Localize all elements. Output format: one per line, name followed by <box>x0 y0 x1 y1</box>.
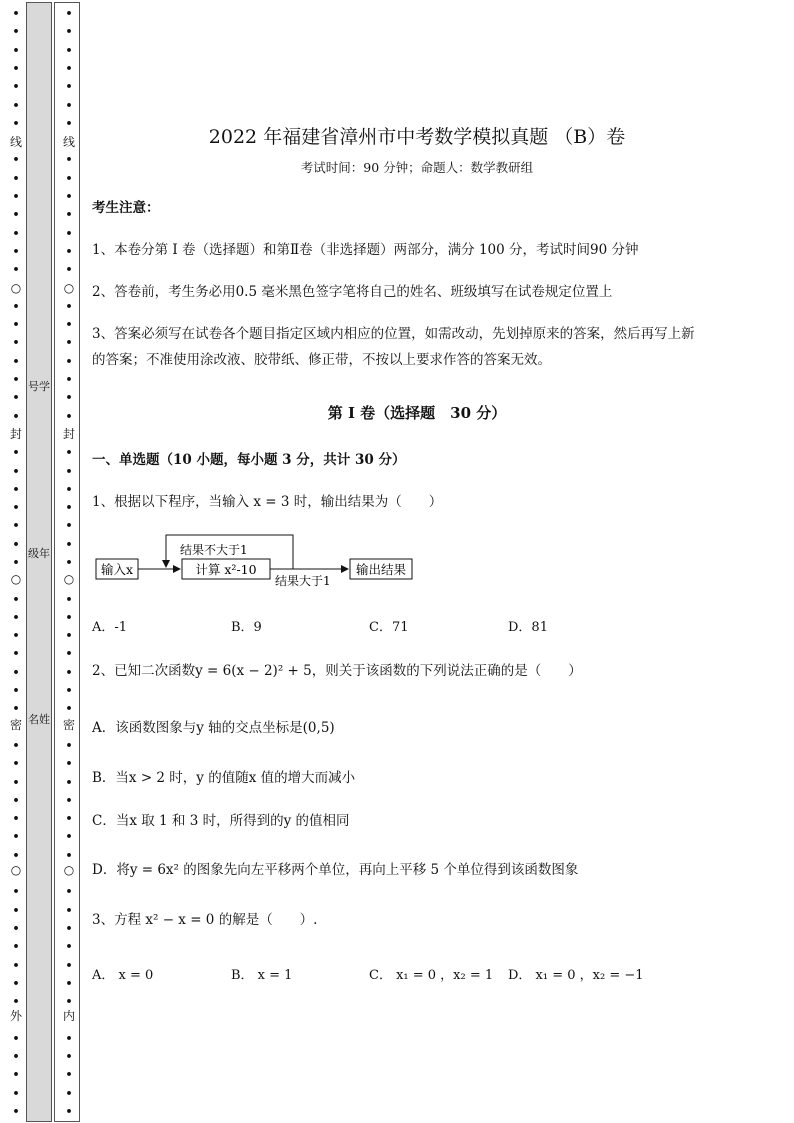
margin-dot: • <box>12 647 20 660</box>
margin-dot: • <box>12 410 20 423</box>
q3-option-c: C． x₁ = 0 ，x₂ = 1 <box>369 968 494 983</box>
margin-dot: • <box>12 1068 20 1081</box>
notice-heading: 考生注意： <box>92 200 160 216</box>
margin-dot: • <box>65 593 73 606</box>
margin-dot: • <box>12 263 20 276</box>
margin-dot: • <box>12 44 20 57</box>
margin-dot: • <box>65 1087 73 1100</box>
name-label: 名姓 <box>28 713 50 726</box>
q3-option-b: B． x = 1 <box>231 968 293 983</box>
margin-dot: • <box>65 153 73 166</box>
margin-dot: • <box>12 25 20 38</box>
section-title: 第 I 卷（选择题 30 分） <box>327 404 507 422</box>
margin-seal-char: 密 <box>62 718 75 732</box>
q3-option-d: D． x₁ = 0 ，x₂ = −1 <box>508 968 644 983</box>
margin-dot: • <box>12 977 20 990</box>
q1-option-d: D．81 <box>508 620 548 635</box>
margin-dot: • <box>65 1032 73 1045</box>
margin-dot: • <box>65 190 73 203</box>
margin-dot: • <box>12 538 20 551</box>
exam-info: 考试时间：90 分钟；命题人：数学教研组 <box>300 160 534 175</box>
margin-dot: • <box>12 355 20 368</box>
margin-dot: • <box>12 519 20 532</box>
margin-dot: • <box>12 483 20 496</box>
margin-dot: • <box>12 611 20 624</box>
margin-dot: • <box>65 355 73 368</box>
margin-dot: • <box>12 922 20 935</box>
margin-dot: • <box>65 501 73 514</box>
margin-dot: • <box>65 776 73 789</box>
margin-dot: • <box>65 7 73 20</box>
flow-compute-text: 计算 x²-10 <box>195 562 257 577</box>
margin-dot: • <box>12 227 20 240</box>
margin-dot: • <box>65 702 73 715</box>
margin-dot: • <box>65 99 73 112</box>
margin-dot: • <box>12 666 20 679</box>
margin-dot: • <box>12 885 20 898</box>
margin-dot: • <box>65 117 73 130</box>
margin-seal-char: 内 <box>62 1009 75 1023</box>
margin-dot: • <box>12 940 20 953</box>
margin-dot: • <box>65 849 73 862</box>
margin-dot: • <box>65 391 73 404</box>
margin-dot: • <box>12 1050 20 1063</box>
margin-dot: • <box>65 794 73 807</box>
q3-option-a: A． x = 0 <box>92 968 154 983</box>
margin-dot: • <box>65 1068 73 1081</box>
margin-dot: • <box>65 940 73 953</box>
margin-dot: • <box>65 300 73 313</box>
margin-dot: • <box>65 208 73 221</box>
margin-dot: • <box>65 245 73 258</box>
flow-input-text: 输入x <box>100 562 134 577</box>
margin-dot: • <box>65 62 73 75</box>
margin-dot: • <box>12 99 20 112</box>
margin-dot: • <box>12 153 20 166</box>
margin-dot: • <box>12 300 20 313</box>
margin-dot: • <box>12 995 20 1008</box>
q2-option-a: A．该函数图象与y 轴的交点坐标是(0,5) <box>92 720 335 736</box>
question-2-stem: 2、已知二次函数y = 6(x − 2)² + 5，则关于该函数的下列说法正确的是（ ） <box>92 663 582 679</box>
margin-dot: • <box>12 465 20 478</box>
margin-dot: • <box>12 80 20 93</box>
margin-dot: • <box>65 44 73 57</box>
margin-dot: • <box>65 465 73 478</box>
margin-dot: • <box>65 684 73 697</box>
q2-option-d: D．将y = 6x² 的图象先向左平移两个单位，再向上平移 5 个单位得到该函数图象 <box>92 862 579 878</box>
margin-dot: • <box>65 556 73 569</box>
margin-dot: • <box>65 647 73 660</box>
margin-dot: • <box>12 1105 20 1118</box>
margin-dot: • <box>65 172 73 185</box>
margin-seal-char: 封 <box>9 427 22 441</box>
q1-option-a: A．-1 <box>92 620 128 635</box>
margin-dot: • <box>12 556 20 569</box>
margin-dot: • <box>12 959 20 972</box>
margin-dot: • <box>65 1105 73 1118</box>
margin-dot: • <box>65 410 73 423</box>
margin-dot: • <box>12 7 20 20</box>
margin-dot: • <box>12 684 20 697</box>
margin-dot: • <box>12 757 20 770</box>
margin-dot: • <box>65 80 73 93</box>
margin-dot: • <box>65 977 73 990</box>
q2-option-c: C．当x 取 1 和 3 时，所得到的y 的值相同 <box>92 813 350 829</box>
margin-dot: • <box>12 593 20 606</box>
margin-dot: • <box>65 538 73 551</box>
margin-dot: • <box>12 373 20 386</box>
margin-dot: • <box>12 739 20 752</box>
margin-dot: • <box>65 446 73 459</box>
margin-dot: • <box>65 336 73 349</box>
margin-dot: • <box>12 117 20 130</box>
grade-label: 级年 <box>28 547 50 560</box>
margin-dot: • <box>12 446 20 459</box>
margin-dot: • <box>12 702 20 715</box>
notice-item-1: 1、本卷分第 I 卷（选择题）和第Ⅱ卷（非选择题）两部分，满分 100 分，考试时间90 分钟 <box>92 242 639 258</box>
margin-dot: • <box>65 812 73 825</box>
margin-dot: • <box>65 922 73 935</box>
margin-dot: • <box>12 336 20 349</box>
q1-option-b: B．9 <box>231 620 262 635</box>
margin-dot: • <box>12 245 20 258</box>
margin-dot: • <box>65 904 73 917</box>
page-title: 2022 年福建省漳州市中考数学模拟真题 （B）卷 <box>208 126 626 148</box>
margin-circle: ○ <box>63 572 75 586</box>
margin-dot: • <box>12 318 20 331</box>
margin-dot: • <box>12 629 20 642</box>
margin-dot: • <box>12 172 20 185</box>
margin-dot: • <box>65 830 73 843</box>
margin-circle: ○ <box>63 281 75 295</box>
flow-exit-label: 结果大于1 <box>275 574 331 588</box>
question-1-stem: 1、根据以下程序，当输入 x = 3 时，输出结果为（ ） <box>92 494 443 510</box>
margin-dot: • <box>12 776 20 789</box>
margin-dot: • <box>65 611 73 624</box>
margin-dot: • <box>65 1050 73 1063</box>
margin-dot: • <box>65 373 73 386</box>
margin-dot: • <box>12 190 20 203</box>
flowchart <box>92 530 422 590</box>
margin-dot: • <box>65 757 73 770</box>
margin-dot: • <box>12 849 20 862</box>
part-title: 一、单选题（10 小题，每小题 3 分，共计 30 分） <box>92 452 406 468</box>
margin-dot: • <box>12 812 20 825</box>
margin-circle: ○ <box>10 281 22 295</box>
margin-dot: • <box>65 227 73 240</box>
margin-dot: • <box>65 263 73 276</box>
margin-dot: • <box>65 885 73 898</box>
margin-dot: • <box>12 794 20 807</box>
notice-item-2: 2、答卷前，考生务必用0.5 毫米黑色签字笔将自己的姓名、班级填写在试卷规定位置上 <box>92 284 613 300</box>
student-number-label: 号学 <box>28 380 50 393</box>
margin-circle: ○ <box>63 863 75 877</box>
margin-dot: • <box>12 830 20 843</box>
margin-seal-char: 外 <box>9 1009 22 1023</box>
margin-seal-char: 线 <box>9 135 22 149</box>
margin-dot: • <box>12 904 20 917</box>
margin-seal-char: 封 <box>62 427 75 441</box>
margin-dot: • <box>65 995 73 1008</box>
flow-output-text: 输出结果 <box>355 562 407 577</box>
margin-dot: • <box>12 1032 20 1045</box>
margin-dot: • <box>65 25 73 38</box>
margin-dot: • <box>65 739 73 752</box>
margin-seal-char: 线 <box>62 135 75 149</box>
margin-circle: ○ <box>10 572 22 586</box>
notice-item-3-cont: 的答案；不准使用涂改液、胶带纸、修正带，不按以上要求作答的答案无效。 <box>92 352 551 368</box>
q1-option-c: C．71 <box>369 620 409 635</box>
margin-dot: • <box>65 483 73 496</box>
margin-dot: • <box>12 208 20 221</box>
margin-dot: • <box>12 62 20 75</box>
margin-dot: • <box>65 959 73 972</box>
margin-dot: • <box>65 629 73 642</box>
q2-option-b: B．当x > 2 时，y 的值随x 值的增大而减小 <box>92 770 356 786</box>
margin-dot: • <box>12 1087 20 1100</box>
margin-dot: • <box>65 666 73 679</box>
flow-loop-label: 结果不大于1 <box>180 543 248 557</box>
margin-dot: • <box>12 501 20 514</box>
question-3-stem: 3、方程 x² − x = 0 的解是（ ）. <box>92 912 318 928</box>
margin-seal-char: 密 <box>9 718 22 732</box>
margin-dot: • <box>12 391 20 404</box>
margin-dot: • <box>65 519 73 532</box>
margin-circle: ○ <box>10 863 22 877</box>
margin-dot: • <box>65 318 73 331</box>
notice-item-3: 3、答案必须写在试卷各个题目指定区域内相应的位置，如需改动，先划掉原来的答案，然后再写上新 <box>92 326 695 342</box>
